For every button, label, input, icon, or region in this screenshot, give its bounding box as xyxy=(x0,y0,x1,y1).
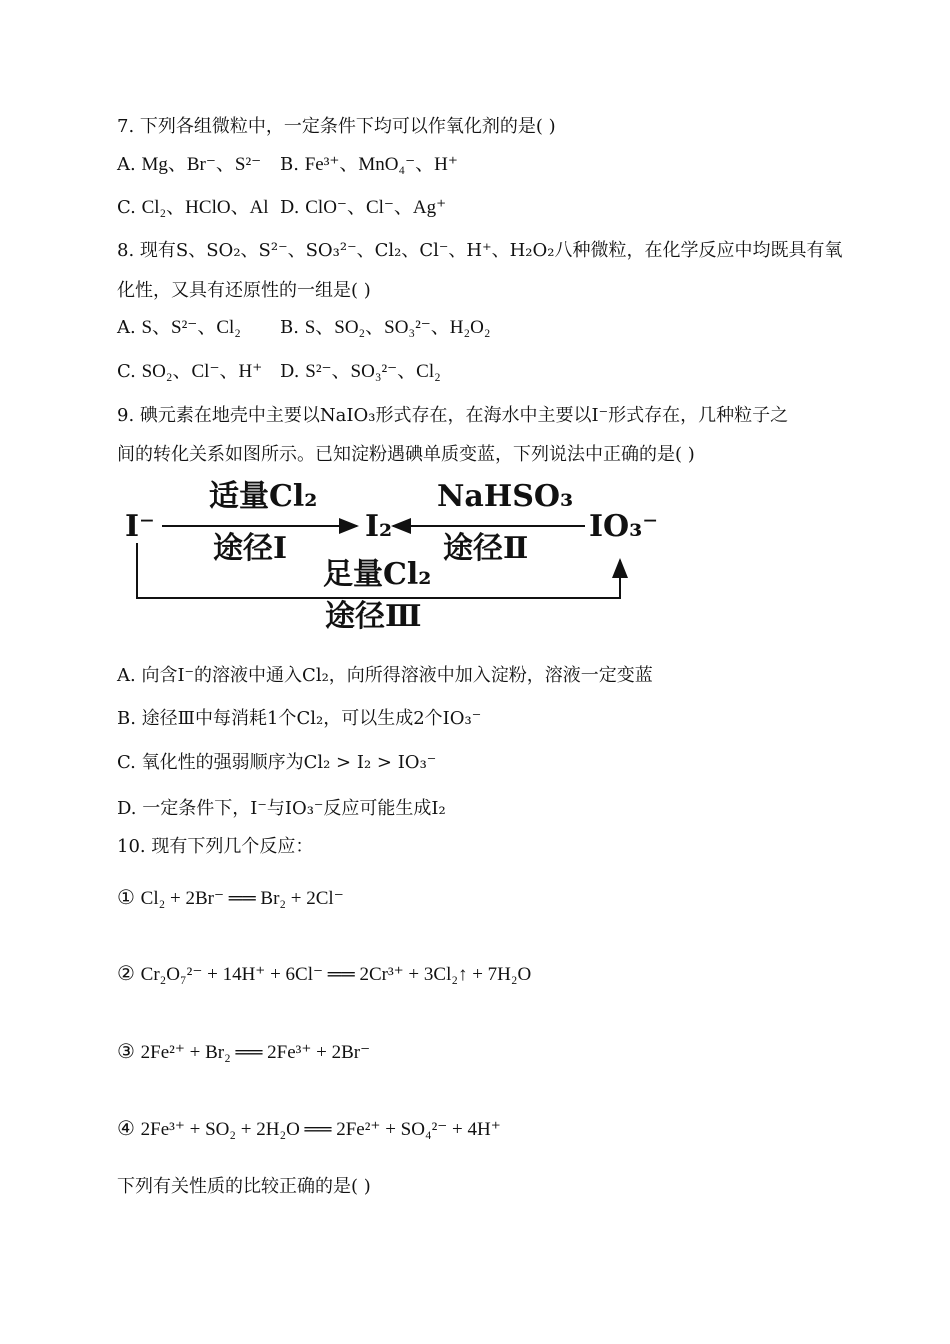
q8-option-b-text: S、SO₂、SO₃²⁻、H₂O₂ xyxy=(304,317,491,338)
reaction-2 xyxy=(117,963,531,984)
q7-option-b-label: B. xyxy=(280,154,299,175)
diagram-iodide: I⁻ xyxy=(125,509,155,544)
q8-option-b[interactable] xyxy=(280,318,491,337)
q7-option-c-text: Cl₂、HClO、Al xyxy=(141,197,269,218)
q8-stem-line2: 化性，又具有还原性的一组是( ) xyxy=(117,280,371,301)
q7-option-a[interactable] xyxy=(117,155,261,174)
path-2-label: 途径Ⅱ xyxy=(443,531,529,566)
reaction-1-number: ① xyxy=(117,885,135,909)
path-1-reagent: 适量Cl₂ xyxy=(209,479,318,514)
q9-option-b[interactable]: B. 途径Ⅲ中每消耗1个Cl₂，可以生成2个IO₃⁻ xyxy=(117,708,482,729)
q9-option-a[interactable]: A. 向含I⁻的溶液中通入Cl₂，向所得溶液中加入淀粉，溶液一定变蓝 xyxy=(117,665,653,686)
q10-question: 下列有关性质的比较正确的是( ) xyxy=(117,1176,371,1197)
q7-option-d-text: ClO⁻、Cl⁻、Ag⁺ xyxy=(305,197,447,218)
path-2-reagent: NaHSO₃ xyxy=(437,479,574,514)
q9-option-c[interactable]: C. 氧化性的强弱顺序为Cl₂ > I₂ > IO₃⁻ xyxy=(117,752,437,773)
q7-stem: 7. 下列各组微粒中，一定条件下均可以作氧化剂的是( ) xyxy=(117,116,556,137)
q8-option-c[interactable] xyxy=(117,362,262,381)
iodine-conversion-diagram xyxy=(117,478,657,638)
q7-option-a-label: A. xyxy=(117,154,136,175)
q10-stem: 10. 现有下列几个反应： xyxy=(117,836,314,857)
reaction-1 xyxy=(117,887,344,908)
reaction-2-equation: Cr₂O₇²⁻ + 14H⁺ + 6Cl⁻ ══ 2Cr³⁺ + 3Cl₂↑ + 7H₂O xyxy=(140,964,532,985)
reaction-2-number: ② xyxy=(117,961,135,985)
q8-option-c-text: SO₂、Cl⁻、H⁺ xyxy=(141,361,263,382)
q9-stem-line1: 9. 碘元素在地壳中主要以NaIO₃形式存在，在海水中主要以I⁻形式存在，几种粒子之 xyxy=(117,405,789,426)
reaction-4-number: ④ xyxy=(117,1116,135,1140)
reaction-3-number: ③ xyxy=(117,1039,135,1063)
q8-option-b-label: B. xyxy=(280,317,299,338)
q8-option-d[interactable] xyxy=(280,362,441,381)
q7-option-b-text: Fe³⁺、MnO₄⁻、H⁺ xyxy=(304,154,458,175)
q8-option-a-label: A. xyxy=(117,317,136,338)
reaction-3 xyxy=(117,1041,370,1062)
q8-option-c-label: C. xyxy=(117,361,136,382)
q7-option-a-text: Mg、Br⁻、S²⁻ xyxy=(141,154,262,175)
reaction-1-equation: Cl₂ + 2Br⁻ ══ Br₂ + 2Cl⁻ xyxy=(140,888,344,909)
q9-stem-line2: 间的转化关系如图所示。已知淀粉遇碘单质变蓝，下列说法中正确的是( ) xyxy=(117,444,695,465)
q7-option-d-label: D. xyxy=(280,197,300,218)
path-3-reagent: 足量Cl₂ xyxy=(323,557,432,592)
q8-stem-line1: 8. 现有S、SO₂、S²⁻、SO₃²⁻、Cl₂、Cl⁻、H⁺、H₂O₂八种微粒，在化学反应中均既具有氧 xyxy=(117,240,843,261)
reaction-3-equation: 2Fe²⁺ + Br₂ ══ 2Fe³⁺ + 2Br⁻ xyxy=(140,1042,371,1063)
q8-option-d-label: D. xyxy=(280,361,300,382)
q8-option-a-text: S、S²⁻、Cl₂ xyxy=(141,317,241,338)
q9-option-d[interactable]: D. 一定条件下，I⁻与IO₃⁻反应可能生成I₂ xyxy=(117,798,446,819)
q7-option-c[interactable] xyxy=(117,198,269,217)
q7-option-b[interactable] xyxy=(280,155,458,174)
q7-option-c-label: C. xyxy=(117,197,136,218)
diagram-iodine: I₂ xyxy=(365,509,393,544)
q8-option-d-text: S²⁻、SO₃²⁻、Cl₂ xyxy=(305,361,441,382)
diagram-iodate: IO₃⁻ xyxy=(589,509,659,544)
q7-option-d[interactable] xyxy=(280,198,446,217)
path-1-label: 途径Ⅰ xyxy=(213,531,288,566)
reaction-4-equation: 2Fe³⁺ + SO₂ + 2H₂O ══ 2Fe²⁺ + SO₄²⁻ + 4H⁺ xyxy=(140,1119,501,1140)
reaction-4 xyxy=(117,1118,501,1139)
q8-option-a[interactable] xyxy=(117,318,241,337)
path-3-label: 途径Ⅲ xyxy=(325,599,422,634)
